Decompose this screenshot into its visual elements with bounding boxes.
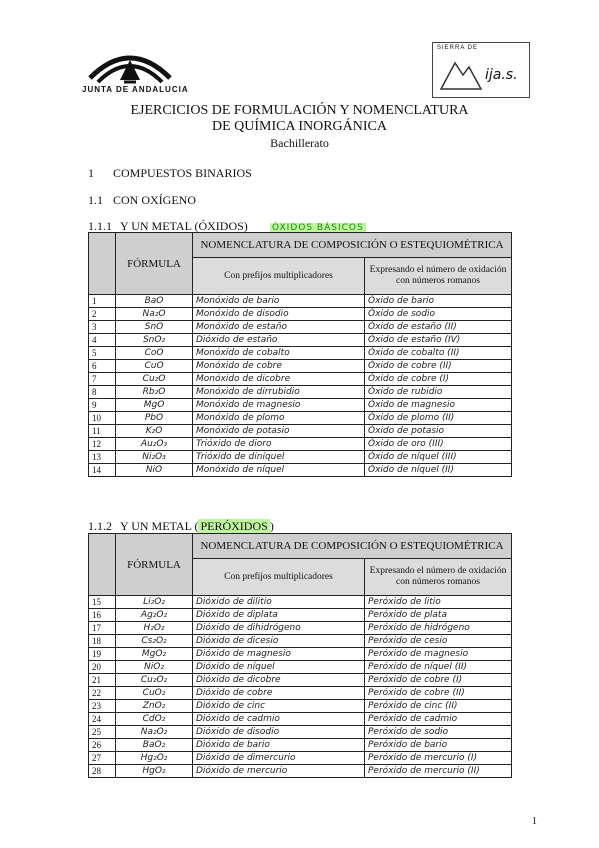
logo-text: JUNTA DE ANDALUCIA (82, 85, 189, 94)
row-formula: K₂O (116, 425, 193, 438)
row-roman-name: Peróxido de cobre (II) (365, 687, 512, 700)
table-row (89, 700, 512, 713)
row-roman-name: Óxido de sodio (365, 308, 512, 321)
table-row (89, 752, 512, 765)
table-row (89, 765, 512, 778)
formula-col-header: FÓRMULA (116, 233, 193, 295)
row-prefix-name: Dióxido de bario (193, 739, 365, 752)
row-prefix-name: Dióxido de níquel (193, 661, 365, 674)
row-number: 27 (89, 752, 116, 765)
row-formula: CuO (116, 360, 193, 373)
num-col-header (89, 233, 116, 295)
row-number: 3 (89, 321, 116, 334)
peroxides-table-body (89, 596, 512, 778)
row-prefix-name: Monóxido de dicobre (193, 373, 365, 386)
section-1-number: 1 (88, 166, 94, 180)
peroxides-table (88, 533, 512, 778)
oxides-table (88, 232, 512, 477)
row-number: 28 (89, 765, 116, 778)
row-number: 12 (89, 438, 116, 451)
row-prefix-name: Monóxido de potasio (193, 425, 365, 438)
table-row (89, 726, 512, 739)
table-row (89, 399, 512, 412)
nomenclature-header: NOMENCLATURA DE COMPOSICIÓN O ESTEQUIOMÉTRICA (193, 233, 512, 258)
row-number: 1 (89, 295, 116, 308)
row-number: 2 (89, 308, 116, 321)
page-number: 1 (532, 816, 537, 827)
row-formula: Na₂O (116, 308, 193, 321)
row-roman-name: Óxido de bario (365, 295, 512, 308)
row-formula: CuO₂ (116, 687, 193, 700)
row-prefix-name: Monóxido de cobalto (193, 347, 365, 360)
row-roman-name: Peróxido de cobre (I) (365, 674, 512, 687)
row-roman-name: Óxido de plomo (II) (365, 412, 512, 425)
section-1-1-2-label-pre: Y UN METAL ( (120, 519, 199, 533)
row-number: 14 (89, 464, 116, 477)
row-formula: ZnO₂ (116, 700, 193, 713)
table-row (89, 451, 512, 464)
row-formula: Au₂O₃ (116, 438, 193, 451)
row-prefix-name: Dióxido de estaño (193, 334, 365, 347)
section-1-1-1-label: Y UN METAL (ÓXIDOS) (120, 219, 248, 233)
row-formula: MgO₂ (116, 648, 193, 661)
roman-col-header: Expresando el número de oxidación con números romanos (365, 258, 512, 295)
table-row (89, 295, 512, 308)
row-formula: SnO₂ (116, 334, 193, 347)
section-1-1-2-label-post: ) (269, 519, 274, 533)
row-formula: BaO (116, 295, 193, 308)
row-roman-name: Óxido de rubidio (365, 386, 512, 399)
formula-col-header-2: FÓRMULA (116, 534, 193, 596)
row-roman-name: Peróxido de plata (365, 609, 512, 622)
row-number: 8 (89, 386, 116, 399)
row-roman-name: Peróxido de cesio (365, 635, 512, 648)
row-formula: H₂O₂ (116, 622, 193, 635)
row-prefix-name: Dióxido de cinc (193, 700, 365, 713)
table-row (89, 412, 512, 425)
row-prefix-name: Dióxido de dicobre (193, 674, 365, 687)
row-number: 24 (89, 713, 116, 726)
row-formula: Ag₂O₂ (116, 609, 193, 622)
table-row (89, 360, 512, 373)
row-roman-name: Óxido de estaño (IV) (365, 334, 512, 347)
peroxidos-highlight: PERÓXIDOS (200, 519, 268, 533)
row-roman-name: Óxido de estaño (II) (365, 321, 512, 334)
table-row (89, 687, 512, 700)
row-prefix-name: Dióxido de disodio (193, 726, 365, 739)
row-number: 6 (89, 360, 116, 373)
row-roman-name: Peróxido de litio (365, 596, 512, 609)
roman-col-header-2: Expresando el número de oxidación con números romanos (365, 559, 512, 596)
row-prefix-name: Monóxido de níquel (193, 464, 365, 477)
row-formula: CdO₂ (116, 713, 193, 726)
row-roman-name: Peróxido de mercurio (I) (365, 752, 512, 765)
row-prefix-name: Dióxido de dicesio (193, 635, 365, 648)
row-prefix-name: Monóxido de magnesio (193, 399, 365, 412)
row-formula: Li₂O₂ (116, 596, 193, 609)
row-number: 10 (89, 412, 116, 425)
row-formula: PbO (116, 412, 193, 425)
table-row (89, 739, 512, 752)
row-number: 17 (89, 622, 116, 635)
row-formula: MgO (116, 399, 193, 412)
row-formula: Rb₂O (116, 386, 193, 399)
section-1-1-2-label (120, 519, 274, 534)
row-prefix-name: Trióxido de dioro (193, 438, 365, 451)
row-roman-name: Óxido de potasio (365, 425, 512, 438)
row-roman-name: Peróxido de bario (365, 739, 512, 752)
row-prefix-name: Monóxido de estaño (193, 321, 365, 334)
row-number: 11 (89, 425, 116, 438)
row-formula: Ni₂O₃ (116, 451, 193, 464)
prefixes-col-header: Con prefijos multiplicadores (193, 258, 365, 295)
row-prefix-name: Monóxido de dirrubidio (193, 386, 365, 399)
row-roman-name: Óxido de níquel (II) (365, 464, 512, 477)
row-formula: Hg₂O₂ (116, 752, 193, 765)
table-row (89, 596, 512, 609)
row-roman-name: Peróxido de hidrógeno (365, 622, 512, 635)
row-number: 5 (89, 347, 116, 360)
row-formula: NiO₂ (116, 661, 193, 674)
row-roman-name: Óxido de magnesio (365, 399, 512, 412)
row-formula: Cu₂O₂ (116, 674, 193, 687)
mountain-icon (439, 57, 483, 91)
row-prefix-name: Trióxido de diníquel (193, 451, 365, 464)
row-number: 26 (89, 739, 116, 752)
table-row (89, 321, 512, 334)
row-prefix-name: Dióxido de cobre (193, 687, 365, 700)
row-formula: HgO₂ (116, 765, 193, 778)
row-number: 20 (89, 661, 116, 674)
row-prefix-name: Monóxido de bario (193, 295, 365, 308)
row-formula: Cu₂O (116, 373, 193, 386)
row-roman-name: Peróxido de cinc (II) (365, 700, 512, 713)
school-stamp (432, 42, 530, 98)
table-row (89, 609, 512, 622)
row-number: 19 (89, 648, 116, 661)
section-1-1-number: 1.1 (88, 193, 103, 207)
stamp-top-text: SIERRA DE (437, 45, 479, 51)
table-row (89, 373, 512, 386)
nomenclature-header-2: NOMENCLATURA DE COMPOSICIÓN O ESTEQUIOMÉTRICA (193, 534, 512, 559)
row-number: 15 (89, 596, 116, 609)
page-subtitle: Bachillerato (270, 136, 329, 150)
table-row (89, 674, 512, 687)
row-roman-name: Óxido de cobre (I) (365, 373, 512, 386)
row-number: 7 (89, 373, 116, 386)
row-prefix-name: Dióxido de dilitio (193, 596, 365, 609)
row-roman-name: Peróxido de mercurio (II) (365, 765, 512, 778)
table-row (89, 334, 512, 347)
table-row (89, 464, 512, 477)
table-row (89, 308, 512, 321)
row-number: 22 (89, 687, 116, 700)
row-formula: NiO (116, 464, 193, 477)
row-roman-name: Óxido de cobre (II) (365, 360, 512, 373)
row-roman-name: Peróxido de cadmio (365, 713, 512, 726)
row-prefix-name: Dióxido de dihidrógeno (193, 622, 365, 635)
table-row (89, 386, 512, 399)
row-roman-name: Óxido de oro (III) (365, 438, 512, 451)
table-row (89, 425, 512, 438)
row-roman-name: Peróxido de sodio (365, 726, 512, 739)
prefixes-col-header-2: Con prefijos multiplicadores (193, 559, 365, 596)
section-1-1-label: CON OXÍGENO (113, 193, 196, 207)
row-roman-name: Óxido de cobalto (II) (365, 347, 512, 360)
row-roman-name: Óxido de níquel (III) (365, 451, 512, 464)
row-roman-name: Peróxido de níquel (II) (365, 661, 512, 674)
row-formula: CoO (116, 347, 193, 360)
table-row (89, 648, 512, 661)
row-formula: BaO₂ (116, 739, 193, 752)
row-formula: Cs₂O₂ (116, 635, 193, 648)
row-prefix-name: Dióxido de dimercurio (193, 752, 365, 765)
table-row (89, 661, 512, 674)
table-row (89, 347, 512, 360)
row-number: 18 (89, 635, 116, 648)
row-number: 9 (89, 399, 116, 412)
table-row (89, 635, 512, 648)
row-number: 21 (89, 674, 116, 687)
row-prefix-name: Dióxido de cadmio (193, 713, 365, 726)
row-formula: SnO (116, 321, 193, 334)
row-number: 25 (89, 726, 116, 739)
row-prefix-name: Monóxido de cobre (193, 360, 365, 373)
page-title-line1: EJERCICIOS DE FORMULACIÓN Y NOMENCLATURA (130, 103, 469, 118)
row-roman-name: Peróxido de magnesio (365, 648, 512, 661)
row-prefix-name: Dióxido de magnesio (193, 648, 365, 661)
row-number: 4 (89, 334, 116, 347)
oxides-table-body (89, 295, 512, 477)
stamp-text: ija.s. (485, 67, 518, 83)
row-prefix-name: Monóxido de plomo (193, 412, 365, 425)
section-1-1-2-number: 1.1.2 (88, 519, 112, 533)
row-number: 23 (89, 700, 116, 713)
section-1-1-1-number: 1.1.1 (88, 219, 112, 233)
row-prefix-name: Monóxido de disodio (193, 308, 365, 321)
section-1-label: COMPUESTOS BINARIOS (113, 166, 252, 180)
row-prefix-name: Dióxido de mercurio (193, 765, 365, 778)
row-number: 13 (89, 451, 116, 464)
row-prefix-name: Dióxido de diplata (193, 609, 365, 622)
page-title-line2: DE QUÍMICA INORGÁNICA (212, 119, 387, 134)
table-row (89, 622, 512, 635)
num-col-header-2 (89, 534, 116, 596)
row-formula: Na₂O₂ (116, 726, 193, 739)
oxidos-basicos-highlight: ÓXIDOS BÁSICOS (272, 223, 364, 233)
table-row (89, 713, 512, 726)
row-number: 16 (89, 609, 116, 622)
table-row (89, 438, 512, 451)
